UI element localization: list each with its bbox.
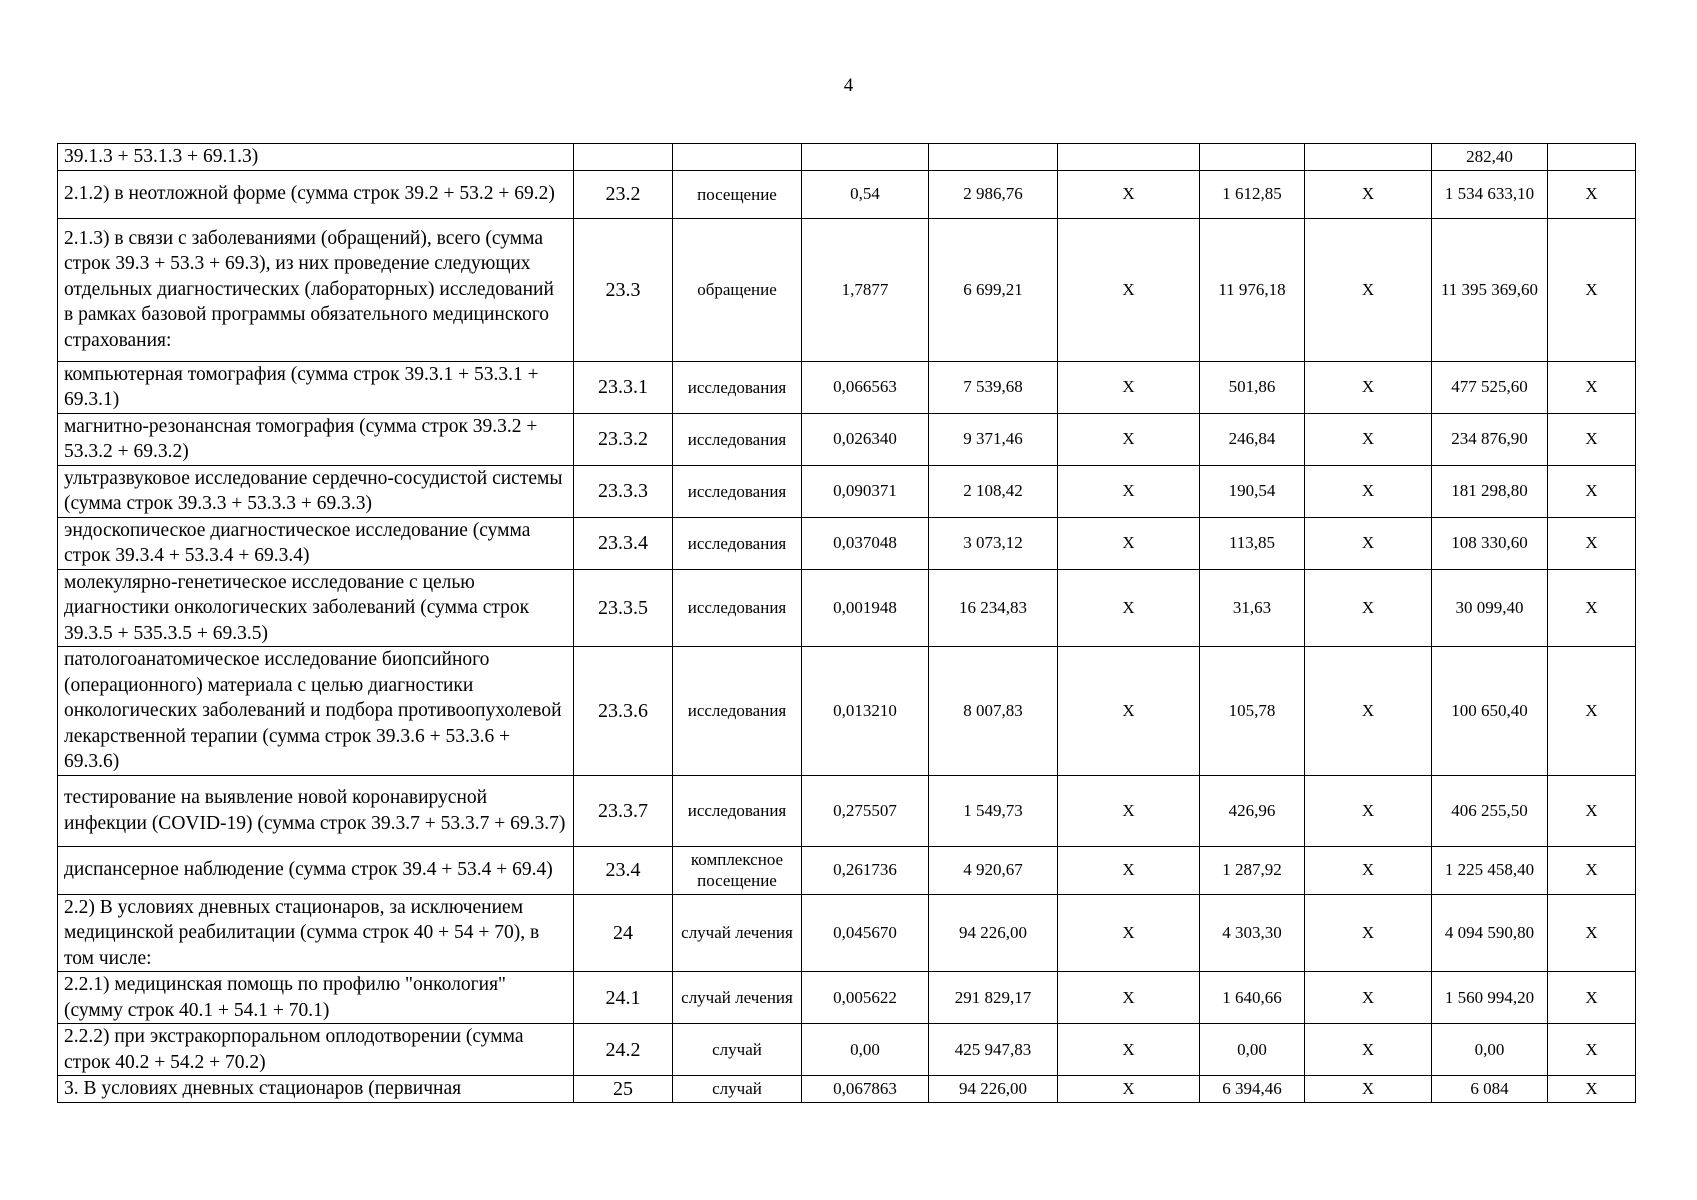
norm-cost-cell: 94 226,00 (929, 1076, 1058, 1103)
norm-cost-cell: 7 539,68 (929, 361, 1058, 413)
x-cell: Х (1305, 413, 1432, 465)
norm-cost-cell: 8 007,83 (929, 647, 1058, 776)
norm-cost-cell: 2 108,42 (929, 465, 1058, 517)
total-cell: 30 099,40 (1432, 569, 1548, 647)
table-row (58, 775, 1636, 846)
x-cell: Х (1305, 170, 1432, 218)
row-name-cell: 2.2.2) при экстракорпоральном оплодотворении (сумма строк 40.2 + 54.2 + 70.2) (58, 1024, 574, 1076)
per-capita-cell: 4 303,30 (1200, 894, 1305, 972)
row-name-cell: магнитно-резонансная томография (сумма строк 39.3.2 + 53.3.2 + 69.3.2) (58, 413, 574, 465)
row-code-cell: 25 (574, 1076, 673, 1103)
row-code-cell: 23.3.3 (574, 465, 673, 517)
x-cell: Х (1548, 1076, 1636, 1103)
unit-cell: посещение (673, 170, 802, 218)
total-cell: 108 330,60 (1432, 517, 1548, 569)
norm-volume-cell: 0,005622 (802, 972, 929, 1024)
table-row (58, 846, 1636, 894)
norm-cost-cell: 425 947,83 (929, 1024, 1058, 1076)
total-cell: 1 225 458,40 (1432, 846, 1548, 894)
x-cell: Х (1058, 361, 1200, 413)
table-row (58, 1024, 1636, 1076)
norm-cost-cell: 16 234,83 (929, 569, 1058, 647)
per-capita-cell: 105,78 (1200, 647, 1305, 776)
per-capita-cell: 1 612,85 (1200, 170, 1305, 218)
table-body (58, 144, 1636, 1103)
x-cell: Х (1548, 846, 1636, 894)
row-code-cell: 23.3.7 (574, 775, 673, 846)
x-cell: Х (1058, 465, 1200, 517)
norm-volume-cell: 0,001948 (802, 569, 929, 647)
unit-cell: случай (673, 1076, 802, 1103)
norm-volume-cell (802, 144, 929, 171)
unit-cell: комплексное посещение (673, 846, 802, 894)
x-cell (1305, 144, 1432, 171)
norm-cost-cell: 94 226,00 (929, 894, 1058, 972)
x-cell: Х (1305, 846, 1432, 894)
norm-volume-cell: 0,013210 (802, 647, 929, 776)
unit-cell: исследования (673, 465, 802, 517)
x-cell: Х (1548, 1024, 1636, 1076)
norm-cost-cell: 1 549,73 (929, 775, 1058, 846)
x-cell: Х (1305, 647, 1432, 776)
row-name-cell: молекулярно-генетическое исследование с целью диагностики онкологических заболеваний (сумма строк 39.3.5 + 535.3.5 + 69.3.5) (58, 569, 574, 647)
norm-cost-cell: 3 073,12 (929, 517, 1058, 569)
norm-volume-cell: 1,7877 (802, 218, 929, 361)
table-row (58, 144, 1636, 171)
total-cell: 6 084 (1432, 1076, 1548, 1103)
x-cell: Х (1305, 569, 1432, 647)
table-row (58, 647, 1636, 776)
row-name-cell: эндоскопическое диагностическое исследование (сумма строк 39.3.4 + 53.3.4 + 69.3.4) (58, 517, 574, 569)
per-capita-cell: 501,86 (1200, 361, 1305, 413)
total-cell: 234 876,90 (1432, 413, 1548, 465)
norm-volume-cell: 0,045670 (802, 894, 929, 972)
x-cell: Х (1305, 1024, 1432, 1076)
norm-cost-cell: 291 829,17 (929, 972, 1058, 1024)
unit-cell: исследования (673, 361, 802, 413)
x-cell: Х (1548, 894, 1636, 972)
row-code-cell: 23.3.2 (574, 413, 673, 465)
per-capita-cell: 6 394,46 (1200, 1076, 1305, 1103)
unit-cell: исследования (673, 413, 802, 465)
x-cell: Х (1548, 972, 1636, 1024)
row-code-cell: 23.3.5 (574, 569, 673, 647)
unit-cell: исследования (673, 647, 802, 776)
x-cell: Х (1548, 647, 1636, 776)
x-cell: Х (1305, 465, 1432, 517)
table-row (58, 361, 1636, 413)
per-capita-cell: 246,84 (1200, 413, 1305, 465)
total-cell: 282,40 (1432, 144, 1548, 171)
x-cell: Х (1058, 775, 1200, 846)
norm-volume-cell: 0,026340 (802, 413, 929, 465)
total-cell: 477 525,60 (1432, 361, 1548, 413)
row-code-cell (574, 144, 673, 171)
row-name-cell: диспансерное наблюдение (сумма строк 39.4 + 53.4 + 69.4) (58, 846, 574, 894)
x-cell: Х (1058, 1024, 1200, 1076)
row-code-cell: 23.2 (574, 170, 673, 218)
norm-cost-cell (929, 144, 1058, 171)
x-cell: Х (1058, 170, 1200, 218)
x-cell: Х (1548, 413, 1636, 465)
per-capita-cell: 11 976,18 (1200, 218, 1305, 361)
table-row (58, 465, 1636, 517)
table-row (58, 170, 1636, 218)
table-row (58, 218, 1636, 361)
x-cell: Х (1305, 972, 1432, 1024)
per-capita-cell: 426,96 (1200, 775, 1305, 846)
norm-volume-cell: 0,037048 (802, 517, 929, 569)
total-cell: 406 255,50 (1432, 775, 1548, 846)
total-cell: 4 094 590,80 (1432, 894, 1548, 972)
x-cell: Х (1548, 569, 1636, 647)
unit-cell: исследования (673, 775, 802, 846)
data-table (57, 143, 1636, 1103)
per-capita-cell: 1 640,66 (1200, 972, 1305, 1024)
table-row (58, 517, 1636, 569)
total-cell: 0,00 (1432, 1024, 1548, 1076)
x-cell: Х (1305, 361, 1432, 413)
norm-cost-cell: 6 699,21 (929, 218, 1058, 361)
norm-volume-cell: 0,54 (802, 170, 929, 218)
x-cell: Х (1058, 894, 1200, 972)
row-name-cell: 39.1.3 + 53.1.3 + 69.1.3) (58, 144, 574, 171)
x-cell: Х (1548, 517, 1636, 569)
x-cell: Х (1058, 218, 1200, 361)
row-name-cell: патологоанатомическое исследование биопсийного (операционного) материала с целью диагностики онкологических заболеваний и подбора противоопухолевой лекарственной терапии (сумма строк 39.3.6 + 53.3.6 + 69.3.6) (58, 647, 574, 776)
x-cell: Х (1548, 465, 1636, 517)
row-name-cell: 2.1.2) в неотложной форме (сумма строк 39.2 + 53.2 + 69.2) (58, 170, 574, 218)
row-code-cell: 23.3.1 (574, 361, 673, 413)
x-cell: Х (1305, 1076, 1432, 1103)
x-cell: Х (1305, 775, 1432, 846)
total-cell: 1 534 633,10 (1432, 170, 1548, 218)
x-cell: Х (1058, 972, 1200, 1024)
total-cell: 181 298,80 (1432, 465, 1548, 517)
total-cell: 100 650,40 (1432, 647, 1548, 776)
row-name-cell: 2.2.1) медицинская помощь по профилю "онкология" (сумму строк 40.1 + 54.1 + 70.1) (58, 972, 574, 1024)
per-capita-cell: 113,85 (1200, 517, 1305, 569)
row-code-cell: 24.1 (574, 972, 673, 1024)
per-capita-cell: 1 287,92 (1200, 846, 1305, 894)
x-cell: Х (1548, 170, 1636, 218)
unit-cell: исследования (673, 569, 802, 647)
x-cell: Х (1058, 1076, 1200, 1103)
unit-cell: случай (673, 1024, 802, 1076)
row-name-cell: тестирование на выявление новой коронавирусной инфекции (COVID-19) (сумма строк 39.3.7 + 53.3.7 + 69.3.7) (58, 775, 574, 846)
x-cell: Х (1548, 775, 1636, 846)
per-capita-cell: 190,54 (1200, 465, 1305, 517)
x-cell: Х (1548, 218, 1636, 361)
row-code-cell: 23.3.4 (574, 517, 673, 569)
unit-cell: случай лечения (673, 894, 802, 972)
table-row (58, 413, 1636, 465)
unit-cell: обращение (673, 218, 802, 361)
norm-cost-cell: 2 986,76 (929, 170, 1058, 218)
x-cell: Х (1305, 218, 1432, 361)
table-row (58, 894, 1636, 972)
per-capita-cell: 31,63 (1200, 569, 1305, 647)
x-cell: Х (1305, 894, 1432, 972)
per-capita-cell (1200, 144, 1305, 171)
x-cell: Х (1058, 517, 1200, 569)
row-code-cell: 23.3 (574, 218, 673, 361)
row-code-cell: 24 (574, 894, 673, 972)
row-name-cell: компьютерная томография (сумма строк 39.3.1 + 53.3.1 + 69.3.1) (58, 361, 574, 413)
total-cell: 11 395 369,60 (1432, 218, 1548, 361)
norm-volume-cell: 0,090371 (802, 465, 929, 517)
row-name-cell: 2.2) В условиях дневных стационаров, за исключением медицинской реабилитации (сумма строк 40 + 54 + 70), в том числе: (58, 894, 574, 972)
table-row (58, 972, 1636, 1024)
norm-volume-cell: 0,066563 (802, 361, 929, 413)
norm-cost-cell: 4 920,67 (929, 846, 1058, 894)
row-name-cell: ультразвуковое исследование сердечно-сосудистой системы (сумма строк 39.3.3 + 53.3.3 + 69.3.3) (58, 465, 574, 517)
row-code-cell: 23.4 (574, 846, 673, 894)
x-cell: Х (1058, 569, 1200, 647)
x-cell (1548, 144, 1636, 171)
row-code-cell: 23.3.6 (574, 647, 673, 776)
norm-volume-cell: 0,261736 (802, 846, 929, 894)
x-cell: Х (1058, 413, 1200, 465)
norm-volume-cell: 0,00 (802, 1024, 929, 1076)
norm-cost-cell: 9 371,46 (929, 413, 1058, 465)
page-number: 4 (843, 75, 854, 96)
x-cell: Х (1058, 846, 1200, 894)
unit-cell: случай лечения (673, 972, 802, 1024)
table-row (58, 1076, 1636, 1103)
row-name-cell: 2.1.3) в связи с заболеваниями (обращений), всего (сумма строк 39.3 + 53.3 + 69.3), из них проведение следующих отдельных диагностических (лабораторных) исследований в рамках базовой программы обязательного медицинского страхования: (58, 218, 574, 361)
table-row (58, 569, 1636, 647)
row-name-cell: 3. В условиях дневных стационаров (первичная (58, 1076, 574, 1103)
total-cell: 1 560 994,20 (1432, 972, 1548, 1024)
x-cell (1058, 144, 1200, 171)
per-capita-cell: 0,00 (1200, 1024, 1305, 1076)
unit-cell: исследования (673, 517, 802, 569)
row-code-cell: 24.2 (574, 1024, 673, 1076)
norm-volume-cell: 0,067863 (802, 1076, 929, 1103)
x-cell: Х (1058, 647, 1200, 776)
norm-volume-cell: 0,275507 (802, 775, 929, 846)
unit-cell (673, 144, 802, 171)
x-cell: Х (1305, 517, 1432, 569)
x-cell: Х (1548, 361, 1636, 413)
